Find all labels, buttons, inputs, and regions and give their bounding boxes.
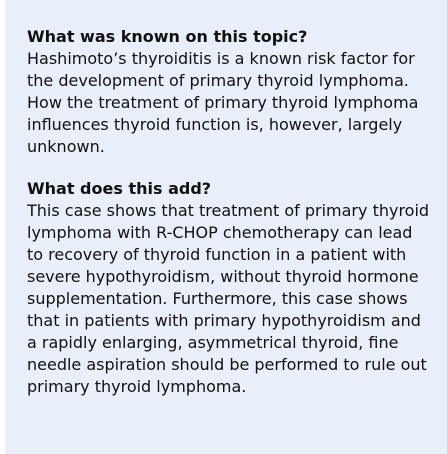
- adds-body: This case shows that treatment of primary thyroid lymphoma with R-CHOP chemotherapy can lead to recovery of thyroid function in a patient with severe hypothyroidism, without thyroid hormone supplementation. Furthermore, this case shows that in patients with primary hypothyroidism and a rapidly enlarging, asymmetrical thyroid, fine needle aspiration should be performed to rule out primary thyroid lymphoma.: [27, 201, 430, 396]
- known-heading: What was known on this topic?: [27, 27, 308, 46]
- summary-box: [5, 0, 447, 454]
- known-section: [27, 26, 433, 158]
- known-body: Hashimoto’s thyroiditis is a known risk factor for the development of primary thyroid lymphoma. How the treatment of primary thyroid lymphoma influences thyroid function is, however, largely unknown.: [27, 49, 419, 156]
- adds-section: [27, 178, 433, 398]
- adds-heading: What does this add?: [27, 179, 212, 198]
